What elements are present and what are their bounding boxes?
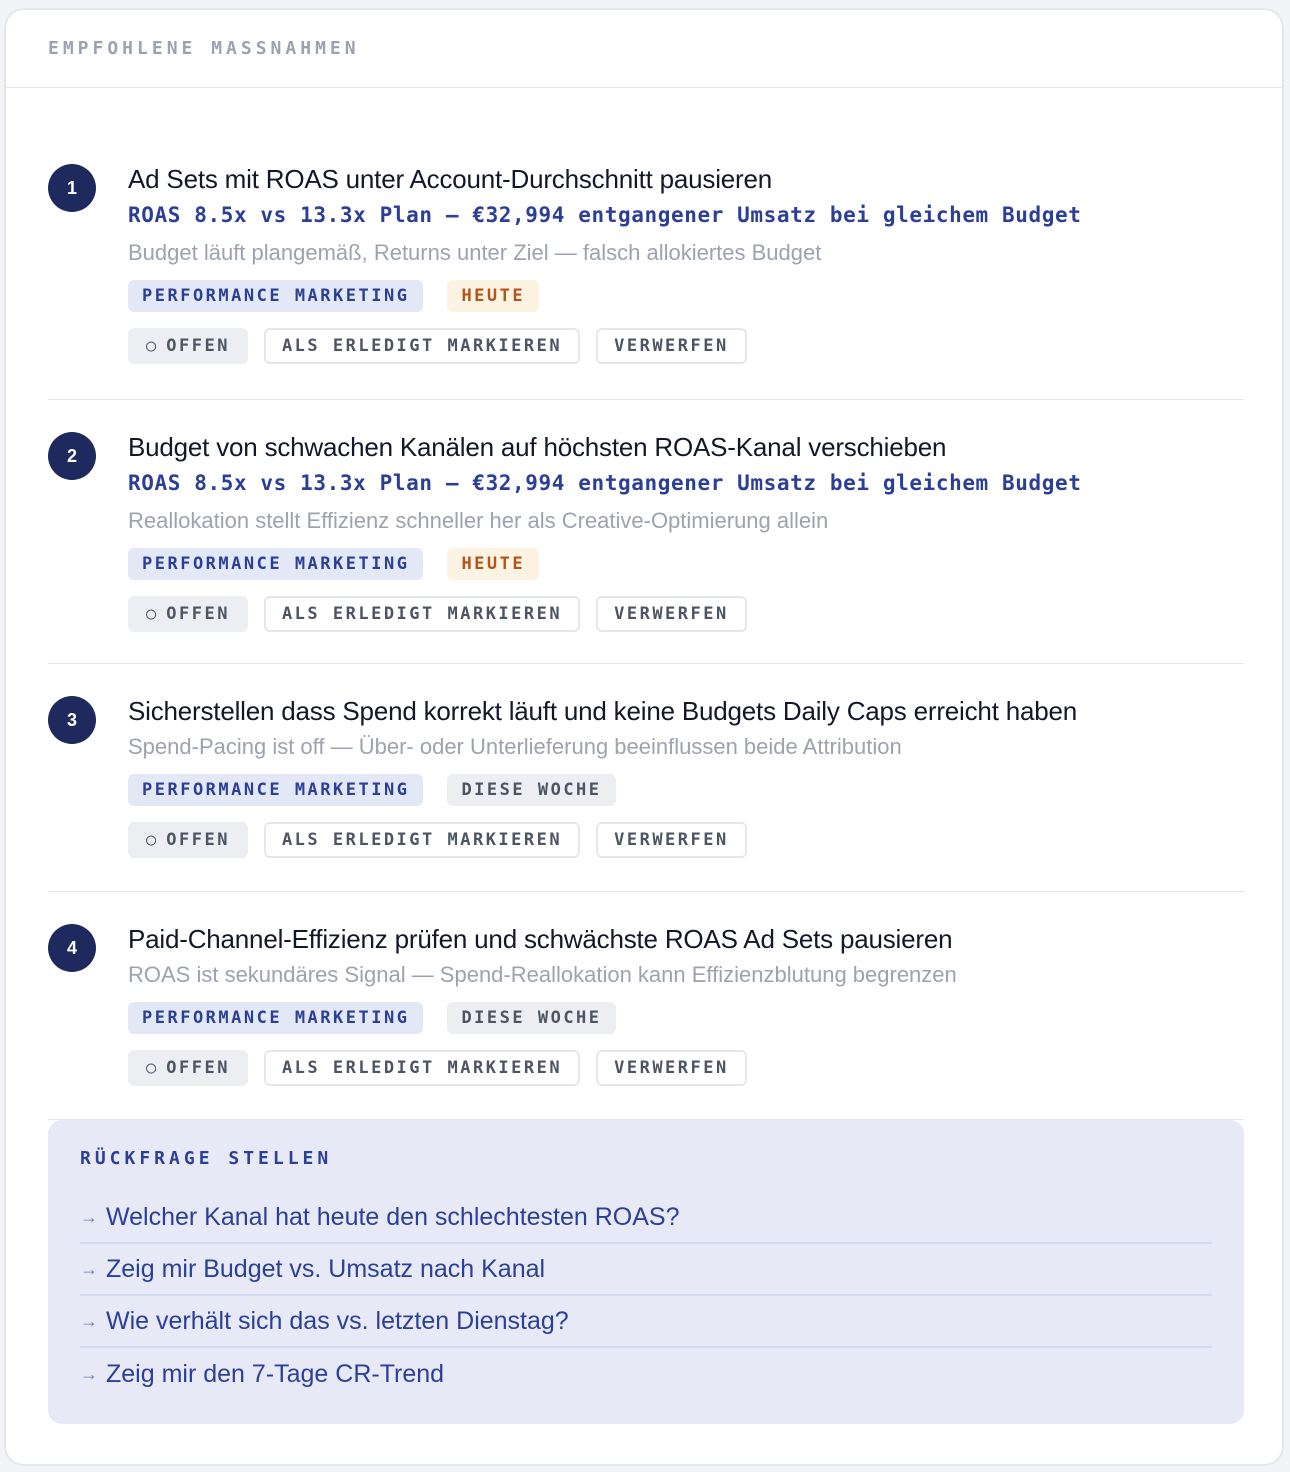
- dismiss-button[interactable]: VERWERFEN: [596, 822, 747, 858]
- timing-tag: HEUTE: [447, 548, 539, 580]
- dismiss-button[interactable]: VERWERFEN: [596, 1050, 747, 1086]
- timing-tag: HEUTE: [447, 280, 539, 312]
- dismiss-button[interactable]: VERWERFEN: [596, 328, 747, 364]
- action-item-4: [48, 892, 1244, 1120]
- action-reason: Reallokation stellt Effizienz schneller her als Creative-Optimierung allein: [128, 508, 829, 533]
- open-circle-icon: ○: [146, 604, 157, 624]
- followup-panel: [48, 1120, 1244, 1424]
- card-header: [6, 10, 1282, 88]
- status-button[interactable]: [128, 822, 248, 858]
- status-label: OFFEN: [166, 1058, 230, 1078]
- timing-tag: DIESE WOCHE: [447, 1002, 615, 1034]
- arrow-right-icon: →: [80, 1363, 98, 1384]
- followup-title: RÜCKFRAGE STELLEN: [80, 1148, 333, 1169]
- arrow-right-icon: →: [80, 1206, 98, 1227]
- action-reason: Spend-Pacing ist off — Über- oder Unterlieferung beeinflussen beide Attribution: [128, 734, 902, 759]
- action-tags: [128, 1002, 1244, 1034]
- status-button[interactable]: [128, 328, 248, 364]
- status-button[interactable]: [128, 596, 248, 632]
- action-title: Ad Sets mit ROAS unter Account-Durchschnitt pausieren: [128, 164, 773, 194]
- action-number-badge: 2: [48, 432, 96, 480]
- department-tag: PERFORMANCE MARKETING: [128, 774, 423, 806]
- mark-done-button[interactable]: ALS ERLEDIGT MARKIEREN: [264, 596, 580, 632]
- card-title: EMPFOHLENE MASSNAHMEN: [48, 38, 360, 59]
- action-reason: ROAS ist sekundäres Signal — Spend-Reallokation kann Effizienzblutung begrenzen: [128, 962, 957, 987]
- action-list: [48, 130, 1244, 1120]
- followup-question[interactable]: [80, 1296, 1212, 1348]
- arrow-right-icon: →: [80, 1258, 98, 1279]
- action-metric: ROAS 8.5x vs 13.3x Plan — €32,994 entgangener Umsatz bei gleichem Budget: [128, 471, 1082, 495]
- action-title: Paid-Channel-Effizienz prüfen und schwächste ROAS Ad Sets pausieren: [128, 924, 953, 954]
- action-tags: [128, 280, 1244, 312]
- action-number-badge: 1: [48, 164, 96, 212]
- action-title: Sicherstellen dass Spend korrekt läuft und keine Budgets Daily Caps erreicht haben: [128, 696, 1078, 726]
- action-title: Budget von schwachen Kanälen auf höchsten ROAS-Kanal verschieben: [128, 432, 947, 462]
- open-circle-icon: ○: [146, 336, 157, 356]
- action-number-badge: 3: [48, 696, 96, 744]
- status-label: OFFEN: [166, 604, 230, 624]
- mark-done-button[interactable]: ALS ERLEDIGT MARKIEREN: [264, 328, 580, 364]
- action-item-1: [48, 130, 1244, 400]
- action-buttons: [128, 1050, 1244, 1086]
- followup-question-text: Zeig mir den 7-Tage CR-Trend: [106, 1359, 445, 1388]
- action-item-2: [48, 400, 1244, 664]
- recommended-actions-card: [4, 8, 1284, 1466]
- mark-done-button[interactable]: ALS ERLEDIGT MARKIEREN: [264, 1050, 580, 1086]
- arrow-right-icon: →: [80, 1310, 98, 1331]
- followup-question-text: Welcher Kanal hat heute den schlechtesten ROAS?: [106, 1202, 680, 1231]
- open-circle-icon: ○: [146, 1058, 157, 1078]
- mark-done-button[interactable]: ALS ERLEDIGT MARKIEREN: [264, 822, 580, 858]
- action-buttons: [128, 822, 1244, 858]
- action-number-badge: 4: [48, 924, 96, 972]
- followup-question[interactable]: [80, 1348, 1212, 1400]
- followup-question-text: Wie verhält sich das vs. letzten Dienstag?: [106, 1306, 569, 1335]
- dismiss-button[interactable]: VERWERFEN: [596, 596, 747, 632]
- status-label: OFFEN: [166, 830, 230, 850]
- followup-question[interactable]: [80, 1244, 1212, 1296]
- action-buttons: [128, 596, 1244, 632]
- status-button[interactable]: [128, 1050, 248, 1086]
- timing-tag: DIESE WOCHE: [447, 774, 615, 806]
- followup-question-text: Zeig mir Budget vs. Umsatz nach Kanal: [106, 1254, 546, 1283]
- action-metric: ROAS 8.5x vs 13.3x Plan — €32,994 entgangener Umsatz bei gleichem Budget: [128, 203, 1082, 227]
- action-tags: [128, 548, 1244, 580]
- action-tags: [128, 774, 1244, 806]
- status-label: OFFEN: [166, 336, 230, 356]
- action-item-3: [48, 664, 1244, 892]
- department-tag: PERFORMANCE MARKETING: [128, 280, 423, 312]
- open-circle-icon: ○: [146, 830, 157, 850]
- action-reason: Budget läuft plangemäß, Returns unter Ziel — falsch allokiertes Budget: [128, 240, 822, 265]
- department-tag: PERFORMANCE MARKETING: [128, 1002, 423, 1034]
- followup-question[interactable]: [80, 1192, 1212, 1244]
- action-buttons: [128, 328, 1244, 364]
- department-tag: PERFORMANCE MARKETING: [128, 548, 423, 580]
